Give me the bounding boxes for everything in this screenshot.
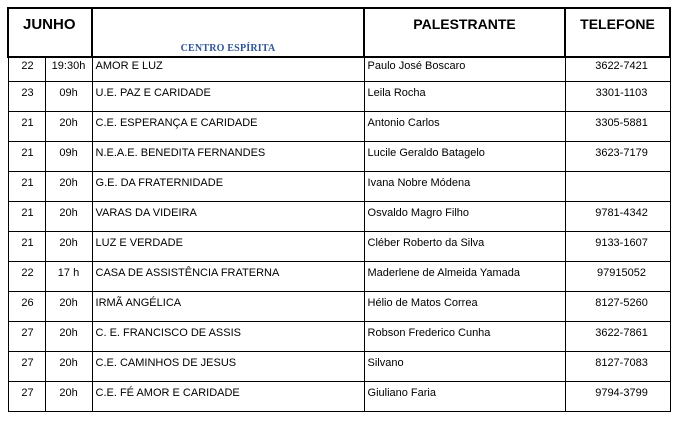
table-row	[8, 81, 670, 111]
speaker-cell: Maderlene de Almeida Yamada	[364, 261, 565, 291]
schedule-body	[8, 57, 670, 411]
center-cell: IRMÃ ANGÉLICA	[92, 291, 364, 321]
phone-cell: 8127-7083	[565, 351, 670, 381]
day-cell: 27	[8, 321, 45, 351]
phone-cell: 3305-5881	[565, 111, 670, 141]
day-cell: 21	[8, 231, 45, 261]
speaker-cell: Hélio de Matos Correa	[364, 291, 565, 321]
phone-header: TELEFONE	[565, 8, 670, 57]
phone-cell: 3622-7421	[565, 57, 670, 81]
table-row	[8, 261, 670, 291]
day-cell: 21	[8, 111, 45, 141]
day-cell: 21	[8, 201, 45, 231]
time-cell: 20h	[45, 231, 92, 261]
center-cell: U.E. PAZ E CARIDADE	[92, 81, 364, 111]
time-cell: 20h	[45, 201, 92, 231]
table-row	[8, 321, 670, 351]
center-header: CENTRO ESPÍRITA	[92, 8, 364, 57]
speaker-cell: Leila Rocha	[364, 81, 565, 111]
speaker-cell: Ivana Nobre Módena	[364, 171, 565, 201]
day-cell: 23	[8, 81, 45, 111]
phone-cell: 8127-5260	[565, 291, 670, 321]
center-cell: G.E. DA FRATERNIDADE	[92, 171, 364, 201]
center-cell: C.E. FÉ AMOR E CARIDADE	[92, 381, 364, 411]
table-row	[8, 111, 670, 141]
table-row	[8, 351, 670, 381]
center-cell: C. E. FRANCISCO DE ASSIS	[92, 321, 364, 351]
day-cell: 22	[8, 57, 45, 81]
day-cell: 21	[8, 171, 45, 201]
center-cell: C.E. CAMINHOS DE JESUS	[92, 351, 364, 381]
speaker-cell: Antonio Carlos	[364, 111, 565, 141]
speaker-header: PALESTRANTE	[364, 8, 565, 57]
schedule-sheet	[7, 7, 669, 412]
day-cell: 27	[8, 381, 45, 411]
time-cell: 09h	[45, 81, 92, 111]
table-row	[8, 381, 670, 411]
phone-cell: 3622-7861	[565, 321, 670, 351]
phone-cell: 9133-1607	[565, 231, 670, 261]
day-cell: 26	[8, 291, 45, 321]
phone-cell: 9781-4342	[565, 201, 670, 231]
center-cell: N.E.A.E. BENEDITA FERNANDES	[92, 141, 364, 171]
speaker-cell: Silvano	[364, 351, 565, 381]
table-row	[8, 57, 670, 81]
time-cell: 20h	[45, 381, 92, 411]
time-cell: 19:30h	[45, 57, 92, 81]
time-cell: 17 h	[45, 261, 92, 291]
table-row	[8, 291, 670, 321]
phone-cell: 3623-7179	[565, 141, 670, 171]
center-cell: AMOR E LUZ	[92, 57, 364, 81]
table-row	[8, 141, 670, 171]
center-cell: VARAS DA VIDEIRA	[92, 201, 364, 231]
center-cell: C.E. ESPERANÇA E CARIDADE	[92, 111, 364, 141]
speaker-cell: Cléber Roberto da Silva	[364, 231, 565, 261]
table-row	[8, 171, 670, 201]
time-cell: 20h	[45, 111, 92, 141]
phone-cell: 3301-1103	[565, 81, 670, 111]
table-row	[8, 201, 670, 231]
time-cell: 20h	[45, 321, 92, 351]
time-cell: 20h	[45, 291, 92, 321]
phone-cell: 97915052	[565, 261, 670, 291]
phone-cell: 9794-3799	[565, 381, 670, 411]
speaker-cell: Osvaldo Magro Filho	[364, 201, 565, 231]
time-cell: 20h	[45, 171, 92, 201]
speaker-cell: Robson Frederico Cunha	[364, 321, 565, 351]
header-row	[8, 8, 670, 57]
day-cell: 22	[8, 261, 45, 291]
time-cell: 20h	[45, 351, 92, 381]
time-cell: 09h	[45, 141, 92, 171]
schedule-table	[7, 7, 671, 412]
speaker-cell: Paulo José Boscaro	[364, 57, 565, 81]
day-cell: 27	[8, 351, 45, 381]
center-cell: LUZ E VERDADE	[92, 231, 364, 261]
phone-cell	[565, 171, 670, 201]
day-cell: 21	[8, 141, 45, 171]
speaker-cell: Giuliano Faria	[364, 381, 565, 411]
month-header: JUNHO	[8, 8, 92, 57]
center-cell: CASA DE ASSISTÊNCIA FRATERNA	[92, 261, 364, 291]
speaker-cell: Lucile Geraldo Batagelo	[364, 141, 565, 171]
table-row	[8, 231, 670, 261]
